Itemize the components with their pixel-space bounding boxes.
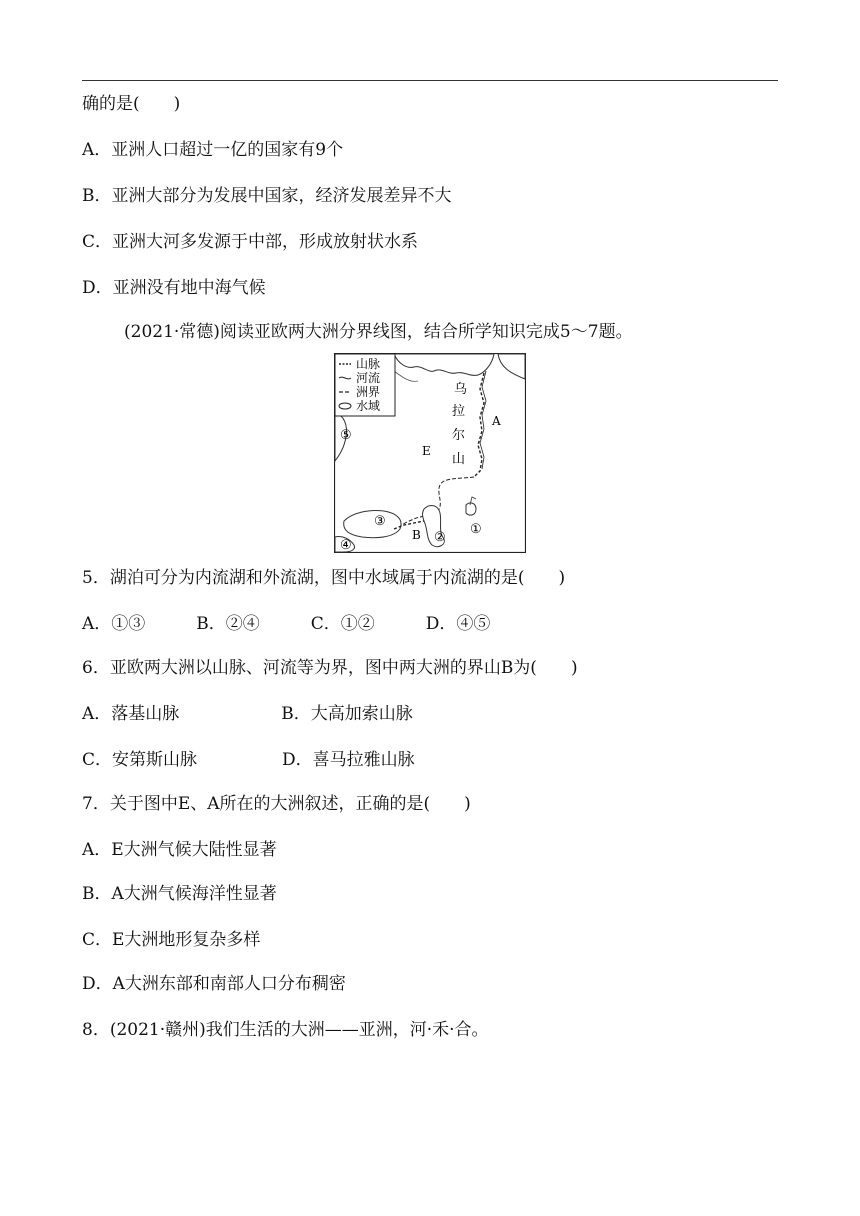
- q6-options-row2: C．安第斯山脉 D．喜马拉雅山脉: [82, 750, 415, 770]
- q7-option-c: C．E大洲地形复杂多样: [82, 930, 261, 950]
- legend-river: 河流: [356, 371, 381, 385]
- ural-char-1: 乌: [454, 382, 468, 397]
- q7-option-b: B．A大洲气候海洋性显著: [82, 884, 277, 904]
- legend-mountain: 山脉: [356, 357, 381, 371]
- q4-option-a: A．亚洲人口超过一亿的国家有9个: [82, 140, 344, 160]
- q4-stem-tail: 确的是( ): [82, 94, 181, 114]
- label-b: B: [412, 528, 421, 542]
- ural-char-4: 山: [452, 452, 466, 467]
- ural-char-3: 尔: [452, 428, 466, 443]
- q4-option-c: C．亚洲大河多发源于中部，形成放射状水系: [82, 232, 419, 252]
- legend-water: 水域: [356, 399, 381, 413]
- q5-options: A．①③ B．②④ C．①② D．④⑤: [82, 614, 491, 634]
- q8-stem: 8．(2021·赣州)我们生活的大洲——亚洲，河·禾·合。: [82, 1020, 489, 1040]
- legend-boundary: 洲界: [356, 385, 381, 399]
- label-2: ②: [434, 530, 446, 545]
- ural-char-2: 拉: [452, 404, 466, 419]
- q7-option-a: A．E大洲气候大陆性显著: [82, 840, 277, 860]
- label-1: ①: [470, 522, 482, 537]
- water-legend-icon: [339, 403, 351, 409]
- header-rule: [82, 80, 778, 81]
- label-4: ④: [340, 538, 352, 553]
- label-3: ③: [374, 514, 386, 529]
- label-e: E: [422, 444, 431, 458]
- q4-option-b: B．亚洲大部分为发展中国家，经济发展差异不大: [82, 186, 452, 206]
- q7-option-d: D．A大洲东部和南部人口分布稠密: [82, 974, 346, 994]
- q7-stem: 7．关于图中E、A所在的大洲叙述，正确的是( ): [82, 794, 471, 814]
- eurasia-boundary-map: [334, 353, 526, 553]
- label-5: ⑤: [340, 428, 352, 443]
- q6-options-row1: A．落基山脉 B．大高加索山脉: [82, 704, 413, 724]
- q5-stem: 5．湖泊可分为内流湖和外流湖，图中水域属于内流湖的是( ): [82, 568, 566, 588]
- map-intro: (2021·常德)阅读亚欧两大洲分界线图，结合所学知识完成5～7题。: [124, 322, 633, 342]
- q4-option-d: D．亚洲没有地中海气候: [82, 278, 266, 298]
- label-a: A: [492, 414, 501, 428]
- q6-stem: 6．亚欧两大洲以山脉、河流等为界，图中两大洲的界山B为( ): [82, 658, 578, 678]
